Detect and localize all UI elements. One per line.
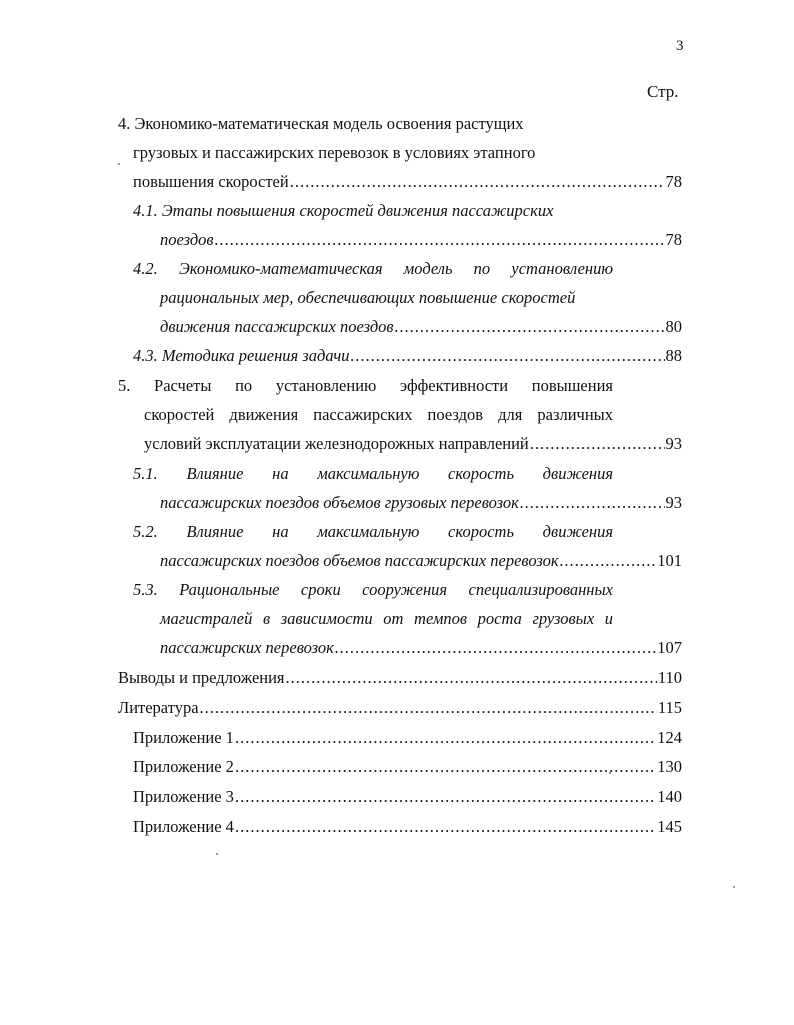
toc-entry-4-1-line-1: 4.1. Этапы повышения скоростей движения пассажирских [133, 201, 554, 220]
toc-entry-appendix-4 [133, 817, 682, 837]
toc-entry-literature [118, 698, 682, 718]
toc-entry-conclusions-page: 110 [657, 668, 682, 687]
toc-entry-5-3-line-1: 5.3. Рациональные сроки сооружения специализированных [133, 580, 613, 599]
toc-entry-4-1-page: 78 [665, 230, 682, 249]
scan-speck [216, 853, 218, 855]
toc-entry-appendix-1-page: 124 [657, 728, 682, 747]
toc-entry-5-line-1: 5. Расчеты по установлению эффективности повышения [118, 376, 613, 395]
toc-entry-5-2-title-end: пассажирских поездов объемов пассажирских перевозок [160, 551, 559, 570]
leader-dots [200, 698, 657, 718]
toc-entry-4-line-3 [133, 172, 682, 192]
toc-entry-5-2-page: 101 [657, 551, 682, 570]
toc-entry-literature-page: 115 [657, 698, 682, 717]
toc-entry-5-1-title-end: пассажирских поездов объемов грузовых перевозок [160, 493, 519, 512]
toc-entry-literature-title: Литература [118, 698, 199, 717]
scan-speck [609, 772, 611, 774]
toc-entry-4-3-title: 4.3. Методика решения задачи [133, 346, 350, 365]
toc-entry-5-title-end: условий эксплуатации железнодорожных направлений [144, 434, 529, 453]
toc-entry-appendix-2-title: Приложение 2 [133, 757, 234, 776]
toc-entry-4-3-page: 88 [665, 346, 682, 365]
toc-entry-4-line-1: 4. Экономико-математическая модель освоения растущих [118, 114, 524, 133]
page-number: 3 [676, 38, 684, 54]
leader-dots [395, 317, 665, 337]
toc-entry-4-3-line-1 [133, 346, 682, 366]
toc-entry-5-1-page: 93 [665, 493, 682, 512]
leader-dots [215, 230, 665, 250]
toc-entry-conclusions [118, 668, 682, 688]
leader-dots [235, 757, 656, 777]
toc-entry-4-2-line-2: рациональных мер, обеспечивающих повышение скоростей [160, 288, 576, 307]
leader-dots [351, 346, 665, 366]
toc-entry-4-2-page: 80 [665, 317, 682, 336]
toc-entry-appendix-1-title: Приложение 1 [133, 728, 234, 747]
toc-entry-4-2-line-1: 4.2. Экономико-математическая модель по установлению [133, 259, 613, 278]
leader-dots [560, 551, 657, 571]
toc-entry-4-line-2: грузовых и пассажирских перевозок в условиях этапного [133, 143, 536, 162]
scan-speck [118, 163, 120, 165]
toc-entry-4-1-line-2 [160, 230, 682, 250]
toc-entry-appendix-4-page: 145 [657, 817, 682, 836]
leader-dots [335, 638, 656, 658]
toc-entry-5-3-title-end: пассажирских перевозок [160, 638, 334, 657]
toc-entry-appendix-4-title: Приложение 4 [133, 817, 234, 836]
toc-entry-5-3-line-2: магистралей в зависимости от темпов роста грузовых и [160, 609, 613, 628]
leader-dots [520, 493, 665, 513]
toc-entry-5-1-line-2 [160, 493, 682, 513]
leader-dots [290, 172, 665, 192]
toc-entry-4-2-title-end: движения пассажирских поездов [160, 317, 394, 336]
toc-entry-appendix-3-title: Приложение 3 [133, 787, 234, 806]
scan-speck [733, 886, 735, 888]
toc-entry-5-3-line-3 [160, 638, 682, 658]
toc-entry-5-2-line-1: 5.2. Влияние на максимальную скорость движения [133, 522, 613, 541]
leader-dots [286, 668, 657, 688]
toc-entry-4-2-line-3 [160, 317, 682, 337]
toc-entry-4-title-end: повышения скоростей [133, 172, 289, 191]
toc-entry-appendix-3 [133, 787, 682, 807]
toc-entry-4-1-title-end: поездов [160, 230, 214, 249]
toc-entry-conclusions-title: Выводы и предложения [118, 668, 285, 687]
page-column-header: Стр. [647, 82, 679, 101]
toc-entry-appendix-3-page: 140 [657, 787, 682, 806]
leader-dots [235, 728, 656, 748]
toc-entry-5-3-page: 107 [657, 638, 682, 657]
toc-entry-5-line-3 [144, 434, 682, 454]
toc-entry-appendix-2 [133, 757, 682, 777]
toc-entry-appendix-2-page: 130 [657, 757, 682, 776]
toc-entry-5-line-2: скоростей движения пассажирских поездов для различных [144, 405, 613, 424]
toc-entry-4-page: 78 [665, 172, 682, 191]
leader-dots [235, 787, 656, 807]
toc-entry-5-2-line-2 [160, 551, 682, 571]
toc-entry-5-1-line-1: 5.1. Влияние на максимальную скорость движения [133, 464, 613, 483]
leader-dots [530, 434, 665, 454]
leader-dots [235, 817, 656, 837]
toc-entry-5-page: 93 [665, 434, 682, 453]
toc-entry-appendix-1 [133, 728, 682, 748]
